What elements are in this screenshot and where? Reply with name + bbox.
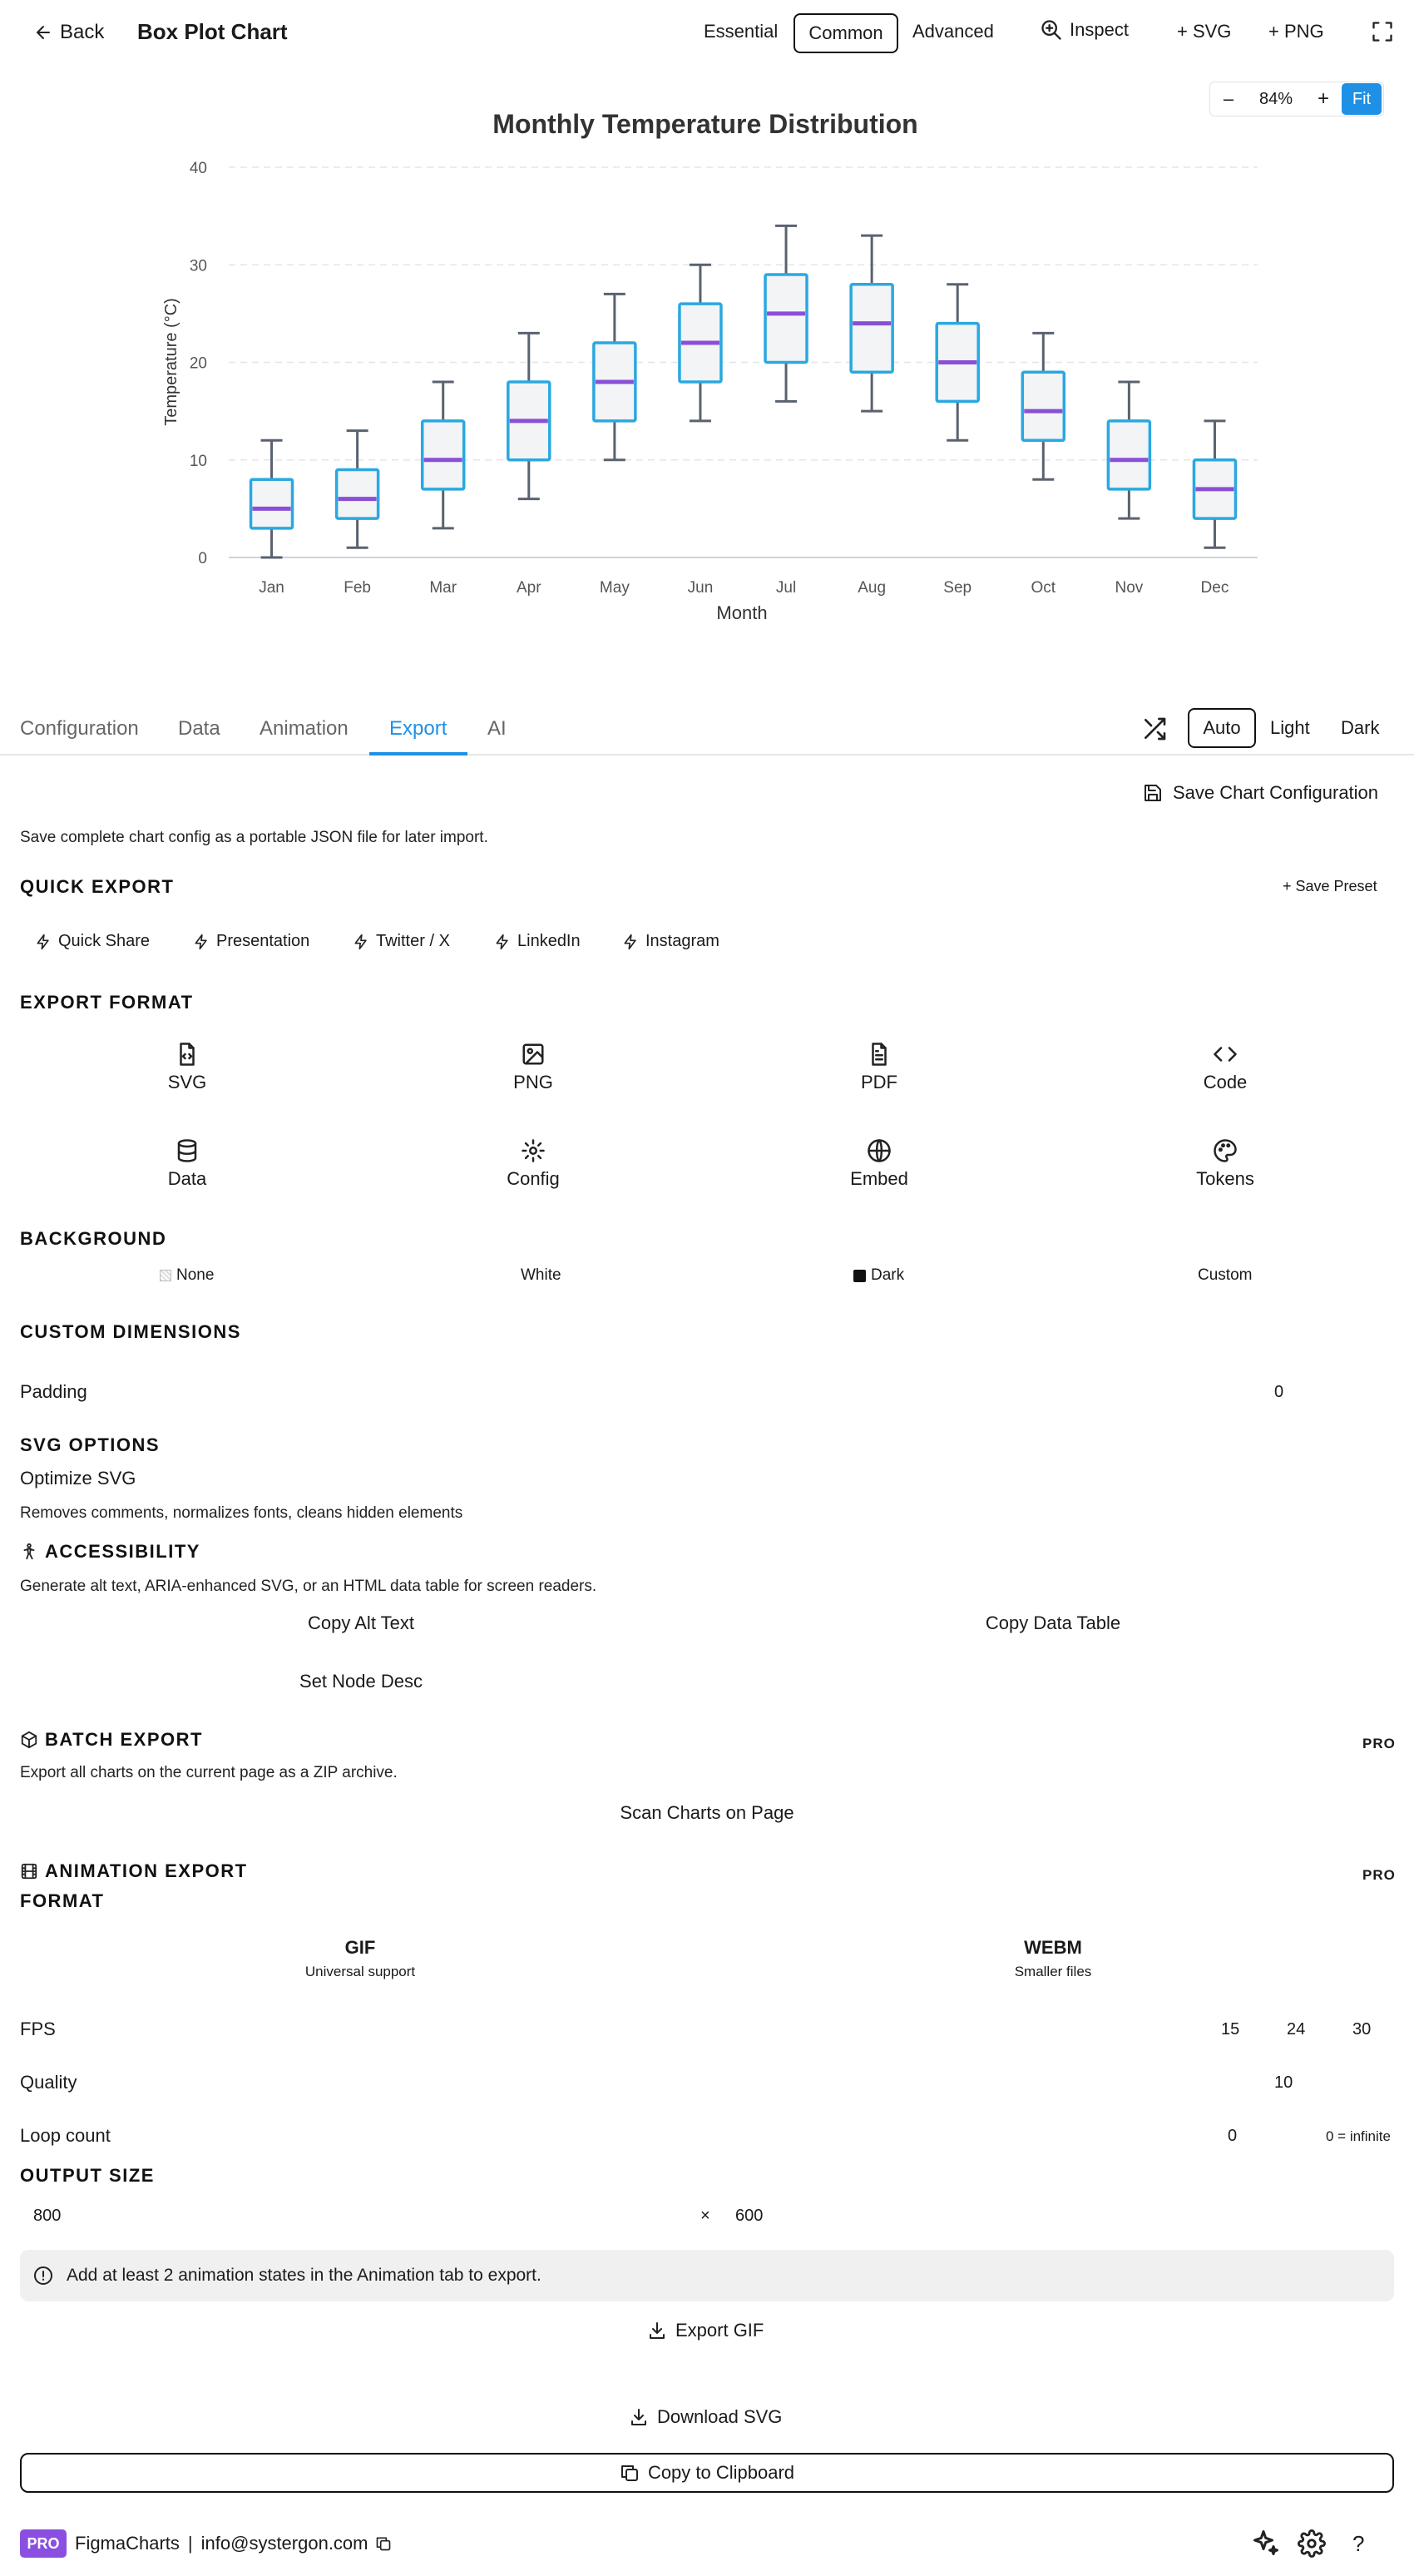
output-height-input[interactable]: 600 [735,2207,764,2225]
box-iqr [337,469,378,518]
zap-icon [622,934,639,950]
box-aug[interactable] [851,235,892,597]
settings-button[interactable] [1298,2529,1326,2562]
preset-quick-share[interactable] [35,932,150,951]
box-jan[interactable] [251,440,293,597]
tab-ai[interactable]: AI [487,717,507,740]
back-label: Back [60,21,105,43]
accessibility-header [20,1541,200,1563]
x-tick-label: Nov [1115,579,1144,597]
y-tick-label: 40 [189,160,207,177]
x-tick-label: Jul [775,579,797,597]
gif-label: GIF [344,1937,376,1958]
preset-label: LinkedIn [517,932,581,950]
tab-configuration[interactable]: Configuration [20,717,139,740]
format-label: Config [507,1168,560,1189]
bg-dark[interactable] [853,1266,904,1285]
bg-custom[interactable]: Custom [1198,1266,1253,1284]
format-heading: FORMAT [20,1890,105,1911]
page-title: Box Plot Chart [137,19,288,44]
brand-name: FigmaCharts [75,2533,180,2554]
zoom-in-icon [1040,18,1063,42]
sparkles-icon [1251,2528,1281,2558]
shuffle-icon [1141,716,1168,742]
padding-label: Padding [20,1381,87,1402]
download-svg-button[interactable] [629,2406,782,2428]
batch-header [20,1729,203,1751]
save-config-label: Save Chart Configuration [1173,782,1379,803]
format-png[interactable] [425,1042,641,1093]
box-iqr [423,421,464,489]
box-feb[interactable] [337,431,378,597]
anim-format-gif[interactable] [194,1937,527,1980]
code-icon [1213,1042,1238,1067]
y-tick-label: 10 [189,452,207,470]
set-node-desc-button[interactable]: Set Node Desc [299,1671,423,1692]
transparent-swatch-icon [160,1270,171,1281]
x-tick-label: Oct [1031,579,1056,597]
zoom-out-button[interactable]: – [1223,88,1234,109]
zoom-fit-button[interactable]: Fit [1342,83,1382,115]
tab-data[interactable]: Data [178,717,220,740]
dark-swatch-icon [853,1270,866,1282]
copy-clipboard-label: Copy to Clipboard [647,2462,795,2483]
save-preset-button[interactable]: + Save Preset [1283,878,1377,894]
x-tick-label: Jan [259,579,284,597]
mode-advanced[interactable]: Advanced [912,21,994,42]
x-tick-label: Jun [687,579,714,597]
tab-animation[interactable]: Animation [260,717,349,740]
expand-icon [1371,20,1394,43]
box-jul[interactable] [765,225,807,597]
footer-brand [75,2533,392,2554]
quick-export-heading: QUICK EXPORT [20,876,175,897]
loop-count-label: Loop count [20,2125,111,2146]
accessibility-desc: Generate alt text, ARIA-enhanced SVG, or an HTML data table for screen readers. [20,1578,597,1595]
download-svg-label: Download SVG [657,2406,783,2427]
download-icon [629,2407,649,2427]
quality-input[interactable]: 10 [1274,2073,1293,2092]
background-heading: BACKGROUND [20,1228,167,1249]
box-nov[interactable] [1108,382,1149,597]
export-gif-label: Export GIF [675,2320,764,2341]
file-code-icon [175,1042,200,1067]
shuffle-button[interactable] [1141,716,1168,746]
box-iqr [1022,372,1064,440]
save-icon [1143,783,1163,803]
batch-pro-badge: PRO [1362,1736,1396,1751]
fps-30[interactable]: 30 [1352,2020,1372,2039]
accessibility-heading: ACCESSIBILITY [45,1541,200,1562]
bg-label: None [176,1266,215,1284]
animation-export-heading: ANIMATION EXPORT [45,1860,248,1881]
export-format-heading: EXPORT FORMAT [20,992,194,1013]
help-button[interactable]: ? [1352,2531,1365,2556]
format-data[interactable] [79,1138,295,1190]
box-iqr [765,275,807,363]
save-config-desc: Save complete chart config as a portable JSON file for later import. [20,829,488,846]
x-tick-label: Feb [344,579,371,597]
accessibility-icon [20,1543,38,1561]
preset-presentation[interactable] [193,932,309,951]
bg-none[interactable] [160,1266,214,1285]
fps-24[interactable]: 24 [1287,2020,1306,2039]
bg-label: Dark [871,1266,905,1284]
box-jun[interactable] [680,265,721,597]
box-iqr [851,285,892,373]
format-embed[interactable] [771,1138,987,1190]
bg-white[interactable]: White [521,1266,561,1284]
format-tokens[interactable] [1117,1138,1333,1190]
padding-input[interactable]: 0 [1274,1383,1284,1401]
batch-desc: Export all charts on the current page as a ZIP archive. [20,1764,398,1781]
zap-icon [193,934,210,950]
mode-essential[interactable]: Essential [704,21,779,42]
database-icon [175,1138,200,1163]
y-tick-label: 30 [189,257,207,275]
quality-label: Quality [20,2072,77,2093]
tab-divider [0,754,1414,755]
zap-icon [35,934,52,950]
output-width-input[interactable]: 800 [33,2207,62,2225]
theme-light[interactable]: Light [1270,717,1310,738]
optimize-svg-toggle[interactable]: Optimize SVG [20,1468,136,1489]
anim-format-webm[interactable] [887,1937,1219,1980]
info-icon [33,2266,53,2286]
film-icon [20,1862,38,1880]
preset-label: Twitter / X [376,932,450,950]
chart-title: Monthly Temperature Distribution [492,109,918,139]
copy-clipboard-button[interactable] [20,2453,1394,2493]
image-icon [521,1042,546,1067]
export-gif-button[interactable] [647,2320,764,2341]
format-pdf[interactable] [771,1042,987,1093]
palette-icon [1213,1138,1238,1163]
ai-sparkle-button[interactable] [1251,2528,1281,2562]
fps-label: FPS [20,2019,56,2039]
y-axis-label: Temperature (°C) [162,298,180,426]
x-tick-label: Sep [943,579,972,597]
preset-linkedin[interactable] [494,932,581,951]
save-config-button[interactable] [1143,782,1378,804]
format-code[interactable] [1117,1042,1333,1093]
x-axis-label: Month [716,602,768,623]
preset-label: Presentation [216,932,310,950]
copy-icon [620,2463,640,2483]
copy-icon[interactable] [375,2535,392,2552]
zoom-level: 84% [1258,89,1293,108]
active-tab-indicator [369,752,467,755]
preset-label: Instagram [645,932,719,950]
arrow-left-icon [33,22,53,42]
theme-dark[interactable]: Dark [1341,717,1380,738]
output-size-heading: OUTPUT SIZE [20,2165,155,2186]
scan-charts-button[interactable]: Scan Charts on Page [620,1802,794,1823]
format-label: PDF [861,1072,897,1092]
box-iqr [1108,421,1149,489]
tab-export[interactable]: Export [389,717,447,740]
gear-icon [521,1138,546,1163]
dimensions-heading: CUSTOM DIMENSIONS [20,1321,241,1342]
fps-15[interactable]: 15 [1221,2020,1240,2039]
theme-auto[interactable]: Auto [1188,708,1256,748]
format-label: Code [1203,1072,1248,1092]
format-label: SVG [167,1072,207,1092]
animation-pro-badge: PRO [1362,1867,1396,1883]
box-iqr [251,479,293,528]
format-label: Embed [850,1168,908,1189]
box-may[interactable] [594,294,635,597]
webm-label: WEBM [1024,1937,1082,1958]
preset-twitter[interactable] [353,932,450,951]
webm-sub: Smaller files [1014,1964,1092,1979]
package-icon [20,1731,38,1749]
mode-common[interactable]: Common [794,13,898,53]
box-mar[interactable] [423,382,464,597]
gif-sub: Universal support [304,1964,416,1979]
pro-badge[interactable]: PRO [20,2529,67,2558]
x-tick-label: Dec [1200,579,1229,597]
x-tick-label: Mar [429,579,457,597]
animation-export-header [20,1860,248,1882]
format-label: Tokens [1196,1168,1254,1189]
inspect-button[interactable] [1040,18,1129,42]
globe-icon [867,1138,892,1163]
loop-count-input[interactable]: 0 [1228,2127,1238,2145]
x-tick-label: May [599,579,630,597]
zoom-in-button[interactable]: + [1317,87,1329,110]
loop-hint: 0 = infinite [1326,2128,1391,2144]
fullscreen-button[interactable] [1371,20,1394,47]
download-icon [647,2321,667,2341]
x-tick-label: Aug [858,579,887,597]
batch-heading: BATCH EXPORT [45,1729,203,1750]
copy-data-table-button[interactable]: Copy Data Table [985,1612,1121,1633]
file-text-icon [867,1042,892,1067]
format-label: PNG [513,1072,553,1092]
add-svg-button[interactable]: + SVG [1177,21,1232,42]
box-sep[interactable] [937,285,978,597]
y-tick-label: 20 [189,354,207,373]
notice-text: Add at least 2 animation states in the Animation tab to export. [67,2266,541,2285]
preset-label: Quick Share [58,932,151,950]
zap-icon [494,934,511,950]
add-png-button[interactable]: + PNG [1268,21,1324,42]
optimize-svg-desc: Removes comments, normalizes fonts, cleans hidden elements [20,1504,463,1522]
preset-instagram[interactable] [622,932,719,951]
times-symbol: × [700,2207,710,2225]
gear-icon [1298,2529,1326,2558]
svg-options-heading: SVG OPTIONS [20,1434,161,1455]
x-tick-label: Apr [517,579,541,597]
animation-notice [20,2250,1394,2301]
format-svg[interactable] [79,1042,295,1093]
zap-icon [353,934,369,950]
box-plot-chart [0,89,1414,641]
box-dec[interactable] [1194,421,1235,597]
y-tick-label: 0 [198,550,207,567]
format-config[interactable] [425,1138,641,1190]
inspect-label: Inspect [1070,19,1129,40]
back-button[interactable] [33,18,104,47]
copy-alt-text-button[interactable]: Copy Alt Text [308,1612,414,1633]
footer-separator: | [187,2533,193,2554]
box-series [251,225,1236,597]
footer-email[interactable]: info@systergon.com [200,2533,368,2554]
format-label: Data [167,1168,207,1189]
